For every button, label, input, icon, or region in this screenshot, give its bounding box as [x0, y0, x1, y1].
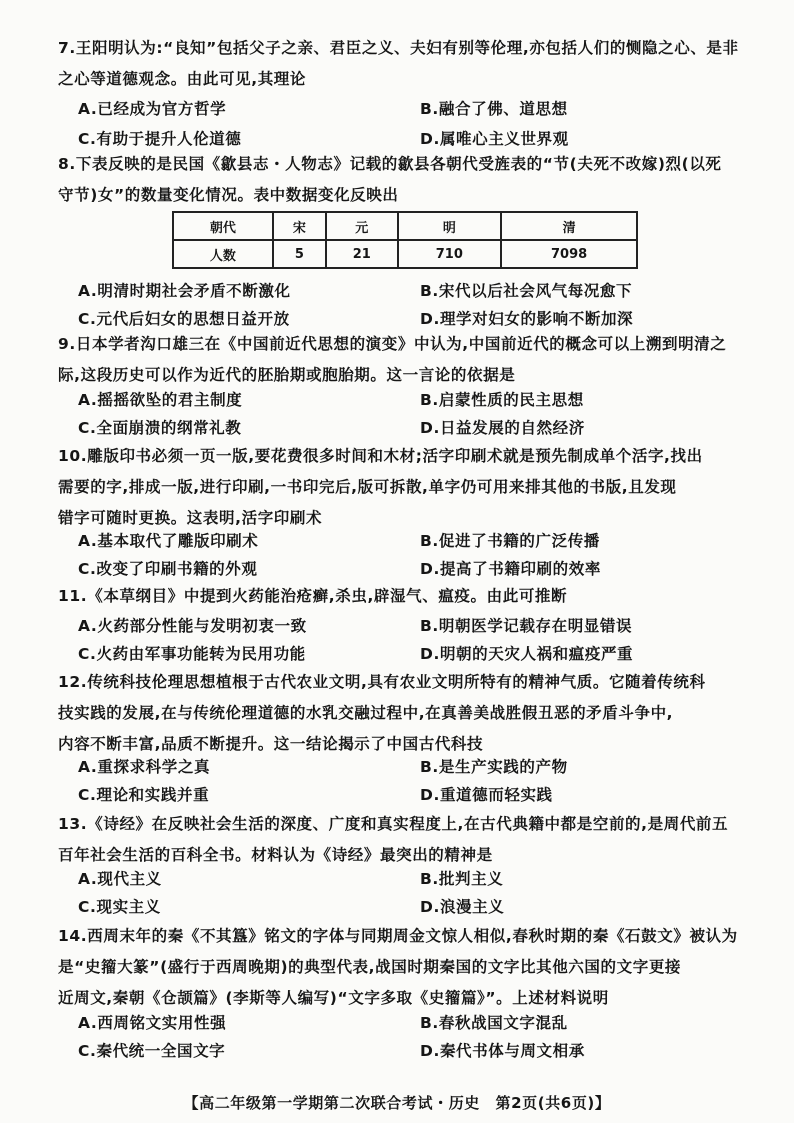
question-7-line-2: 之心等道德观念。由此可见,其理论 — [58, 70, 306, 88]
table-cell: 5 — [273, 240, 326, 268]
question-13-line-1: 13.《诗经》在反映社会生活的深度、广度和真实程度上,在古代典籍中都是空前的,是周代前五 — [58, 815, 729, 833]
question-9-option-b: B.启蒙性质的民主思想 — [420, 391, 584, 409]
question-9-option-d: D.日益发展的自然经济 — [420, 419, 585, 437]
question-9-option-c: C.全面崩溃的纲常礼教 — [78, 419, 242, 437]
question-10-stem — [58, 444, 758, 530]
question-7-stem — [58, 36, 758, 91]
question-7-option-c: C.有助于提升人伦道德 — [78, 130, 242, 148]
table-header-cell: 清 — [501, 212, 637, 240]
question-11-stem — [58, 584, 758, 608]
question-10-line-2: 需要的字,排成一版,进行印刷,一书印完后,版可拆散,单字仍可用来排其他的书版,且发现 — [58, 478, 677, 496]
question-7-option-d: D.属唯心主义世界观 — [420, 130, 569, 148]
question-9-option-a: A.摇摇欲坠的君主制度 — [78, 391, 243, 409]
question-8-option-b: B.宋代以后社会风气每况愈下 — [420, 282, 633, 300]
question-9-line-1: 9.日本学者沟口雄三在《中国前近代思想的演变》中认为,中国前近代的概念可以上溯到明清之 — [58, 335, 727, 353]
question-10-line-3: 错字可随时更换。这表明,活字印刷术 — [58, 509, 323, 527]
question-10-option-d: D.提高了书籍印刷的效率 — [420, 560, 601, 578]
question-14-line-1: 14.西周末年的秦《不其簋》铭文的字体与同期周金文惊人相似,春秋时期的秦《石鼓文》被认为 — [58, 927, 738, 945]
question-12-line-1: 12.传统科技伦理思想植根于古代农业文明,具有农业文明所特有的精神气质。它随着传统科 — [58, 673, 706, 691]
table-cell: 人数 — [173, 240, 273, 268]
question-12-line-2: 技实践的发展,在与传统伦理道德的水乳交融过程中,在真善美战胜假丑恶的矛盾斗争中, — [58, 704, 674, 722]
question-7-option-a: A.已经成为官方哲学 — [78, 100, 227, 118]
question-12-option-c: C.理论和实践并重 — [78, 786, 210, 804]
question-14-stem — [58, 924, 758, 1010]
question-8-option-a: A.明清时期社会矛盾不断激化 — [78, 282, 291, 300]
question-13-line-2: 百年社会生活的百科全书。材料认为《诗经》最突出的精神是 — [58, 846, 493, 864]
question-11-option-a: A.火药部分性能与发明初衷一致 — [78, 617, 307, 635]
table-header-cell: 明 — [398, 212, 502, 240]
question-13-option-d: D.浪漫主义 — [420, 898, 505, 916]
question-12-stem — [58, 670, 758, 756]
dynasty-count-table — [172, 211, 638, 269]
question-8-stem — [58, 152, 758, 207]
question-10-option-b: B.促进了书籍的广泛传播 — [420, 532, 600, 550]
question-14-option-a: A.西周铭文实用性强 — [78, 1014, 227, 1032]
table-row — [173, 240, 637, 268]
table-cell: 7098 — [501, 240, 637, 268]
question-13-option-c: C.现实主义 — [78, 898, 161, 916]
question-10-line-1: 10.雕版印书必须一页一版,要花费很多时间和木材;活字印刷术就是预先制成单个活字,找出 — [58, 447, 703, 465]
question-14-option-b: B.春秋战国文字混乱 — [420, 1014, 568, 1032]
page-footer: 【高二年级第一学期第二次联合考试・历史 第2页(共6页)】 — [183, 1094, 611, 1112]
question-7-option-b: B.融合了佛、道思想 — [420, 100, 568, 118]
question-10-option-c: C.改变了印刷书籍的外观 — [78, 560, 258, 578]
question-10-option-a: A.基本取代了雕版印刷术 — [78, 532, 259, 550]
question-12-option-b: B.是生产实践的产物 — [420, 758, 568, 776]
question-13-option-a: A.现代主义 — [78, 870, 162, 888]
question-7-line-1: 7.王阳明认为:“良知”包括父子之亲、君臣之义、夫妇有别等伦理,亦包括人们的恻隐之心、是非 — [58, 39, 739, 57]
question-11-option-d: D.明朝的天灾人祸和瘟疫严重 — [420, 645, 634, 663]
question-8-option-d: D.理学对妇女的影响不断加深 — [420, 310, 634, 328]
question-14-option-c: C.秦代统一全国文字 — [78, 1042, 226, 1060]
question-8-line-2: 守节)女”的数量变化情况。表中数据变化反映出 — [58, 186, 399, 204]
table-header-cell: 宋 — [273, 212, 326, 240]
question-9-line-2: 际,这段历史可以作为近代的胚胎期或胞胎期。这一言论的依据是 — [58, 366, 516, 384]
question-12-option-a: A.重探求科学之真 — [78, 758, 211, 776]
question-13-option-b: B.批判主义 — [420, 870, 504, 888]
question-12-line-3: 内容不断丰富,品质不断提升。这一结论揭示了中国古代科技 — [58, 735, 484, 753]
table-header-cell: 朝代 — [173, 212, 273, 240]
question-11-option-b: B.明朝医学记载存在明显错误 — [420, 617, 633, 635]
question-8-option-c: C.元代后妇女的思想日益开放 — [78, 310, 290, 328]
question-14-line-3: 近周文,秦朝《仓颉篇》(李斯等人编写)“文字多取《史籀篇》”。上述材料说明 — [58, 989, 609, 1007]
question-11-line-1: 11.《本草纲目》中提到火药能治疮癣,杀虫,辟湿气、瘟疫。由此可推断 — [58, 587, 568, 605]
table-header-row — [173, 212, 637, 240]
table-cell: 710 — [398, 240, 502, 268]
question-14-line-2: 是“史籀大篆”(盛行于西周晚期)的典型代表,战国时期秦国的文字比其他六国的文字更接 — [58, 958, 682, 976]
question-13-stem — [58, 812, 758, 867]
table-header-cell: 元 — [326, 212, 397, 240]
question-8-line-1: 8.下表反映的是民国《歙县志・人物志》记载的歙县各朝代受旌表的“节(夫死不改嫁)烈(以死 — [58, 155, 722, 173]
table-cell: 21 — [326, 240, 397, 268]
question-12-option-d: D.重道德而轻实践 — [420, 786, 553, 804]
question-9-stem — [58, 332, 758, 387]
question-11-option-c: C.火药由军事功能转为民用功能 — [78, 645, 306, 663]
question-14-option-d: D.秦代书体与周文相承 — [420, 1042, 585, 1060]
